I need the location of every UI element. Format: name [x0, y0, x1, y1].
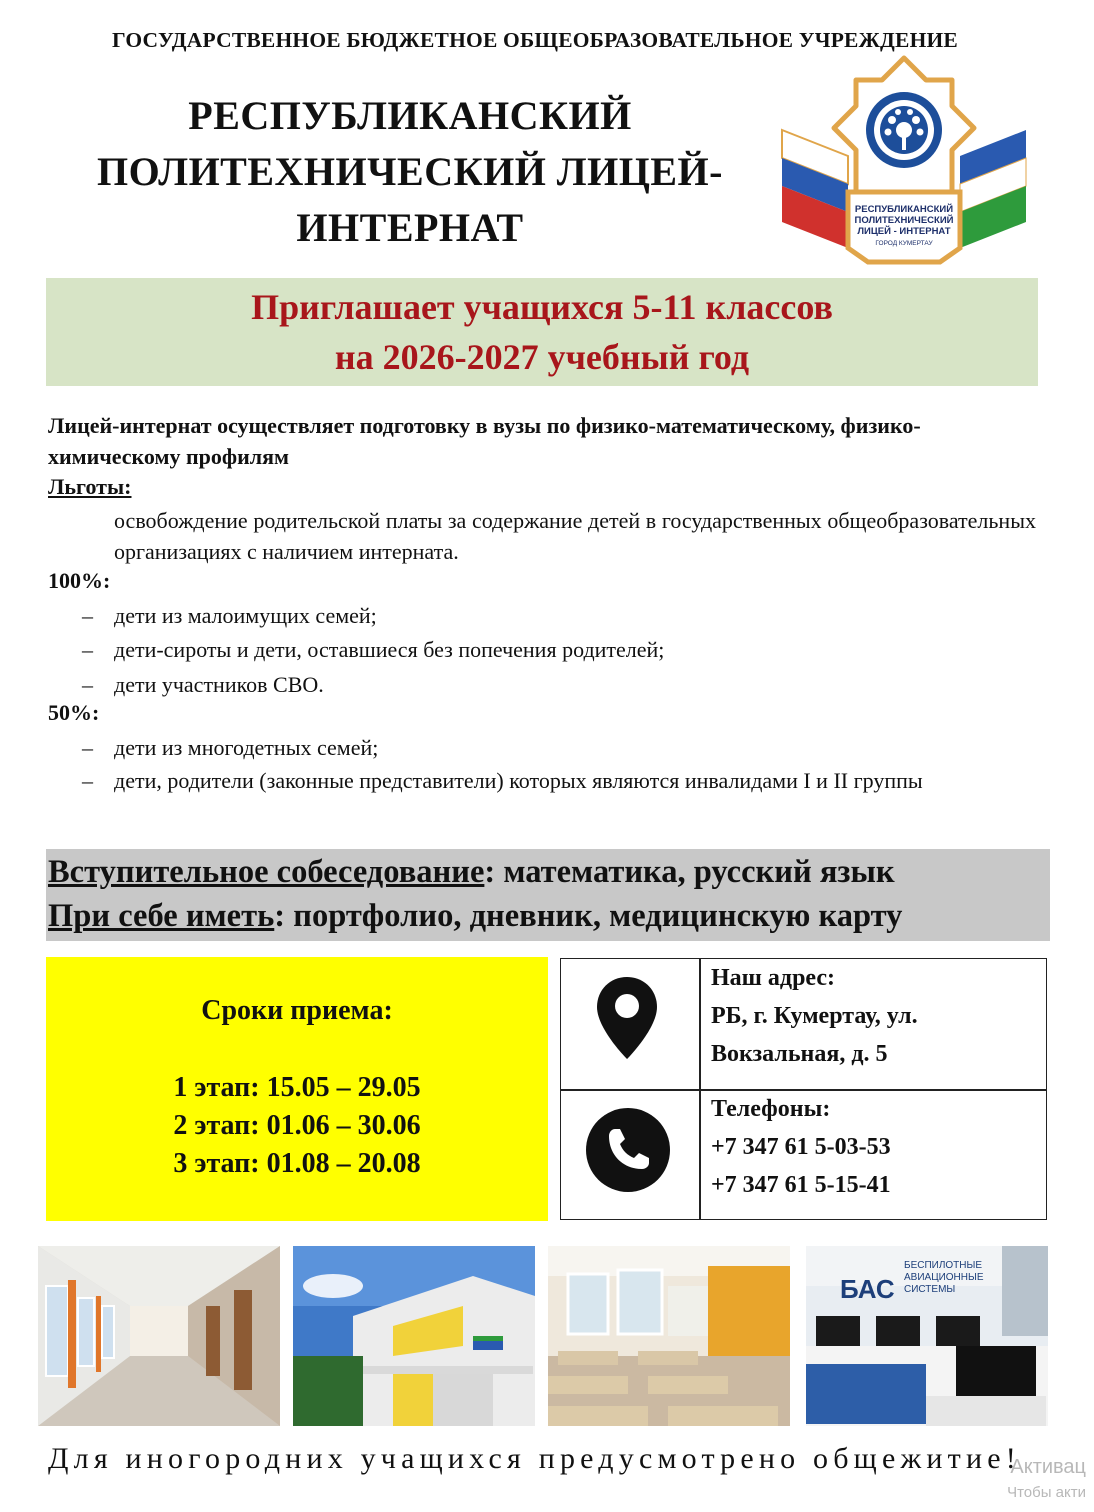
address-line: РБ, г. Кумертау, ул. — [711, 1003, 918, 1029]
phone-number: +7 347 61 5-03-53 — [711, 1134, 891, 1160]
list-dash: – — [82, 637, 93, 662]
list-dash: – — [82, 735, 93, 760]
photo-sign-text: АВИАЦИОННЫЕ — [904, 1272, 984, 1283]
logo-emblem — [866, 92, 942, 168]
school-title-line: РЕСПУБЛИКАНСКИЙ — [188, 93, 632, 138]
organization-type: ГОСУДАРСТВЕННОЕ БЮДЖЕТНОЕ ОБЩЕОБРАЗОВАТЕЛЬНОЕ УЧРЕЖДЕНИЕ — [112, 28, 958, 52]
list-item-text: дети участников СВО. — [114, 672, 324, 697]
list-item — [82, 669, 1042, 700]
terms-stage: 1 этап: 15.05 – 29.05 — [173, 1072, 421, 1103]
list-item-text: дети-сироты и дети, оставшиеся без попечения родителей; — [114, 637, 665, 662]
list-dash: – — [82, 768, 93, 793]
phone-number: +7 347 61 5-15-41 — [711, 1172, 891, 1198]
logo-text-line: ГОРОД КУМЕРТАУ — [875, 240, 933, 247]
dormitory-note: Для иногородних учащихся предусмотрено общежитие! — [48, 1442, 1021, 1475]
invite-line: Приглашает учащихся 5-11 классов — [251, 287, 833, 327]
interview-label: Вступительное собеседование — [48, 854, 485, 890]
terms-stages — [46, 1069, 548, 1183]
address-line: Вокзальная, д. 5 — [711, 1041, 888, 1067]
invite-line: на 2026-2027 учебный год — [334, 337, 750, 377]
activation-watermark: Активац — [1010, 1456, 1086, 1478]
benefit-group-label: 50%: — [48, 700, 100, 725]
address-block — [711, 959, 918, 1073]
list-item-text: дети из многодетных семей; — [114, 735, 379, 760]
documents-value: : портфолио, дневник, медицинскую карту — [274, 898, 903, 934]
photo-sign-text: БАС — [840, 1274, 895, 1304]
activation-watermark: Чтобы акти — [1007, 1484, 1086, 1501]
address-heading: Наш адрес: — [711, 965, 836, 991]
location-pin-icon — [595, 975, 659, 1061]
school-title-line: ПОЛИТЕХНИЧЕСКИЙ ЛИЦЕЙ- — [97, 149, 723, 194]
logo-text-line: РЕСПУБЛИКАНСКИЙ — [854, 204, 954, 215]
school-logo — [776, 52, 1032, 282]
benefits-text: освобождение родительской платы за содержание детей в государственных общеобразовательных организациях с наличием интерната. — [114, 508, 1036, 564]
list-item — [82, 732, 1042, 763]
logo-right-flag — [960, 130, 1026, 248]
school-title-line: ИНТЕРНАТ — [296, 205, 524, 250]
profile-description: Лицей-интернат осуществляет подготовку в вузы по физико-математическому, физико-химическому профилям — [48, 413, 921, 469]
documents-line — [48, 894, 1048, 938]
classroom-photo — [548, 1246, 790, 1426]
phones-block — [711, 1090, 891, 1204]
terms-stage: 3 этап: 01.08 – 20.08 — [173, 1148, 421, 1179]
list-item — [82, 600, 1042, 631]
list-item-text: дети, родители (законные представители) которых являются инвалидами I и II группы — [114, 768, 923, 793]
logo-left-flag — [782, 130, 848, 248]
computer-lab-photo — [806, 1246, 1048, 1426]
photo-sign-text: СИСТЕМЫ — [904, 1284, 956, 1295]
phones-heading: Телефоны: — [711, 1096, 831, 1122]
logo-text-line: ПОЛИТЕХНИЧЕСКИЙ — [854, 215, 954, 226]
list-item — [82, 634, 1042, 665]
list-item-text: дети из малоимущих семей; — [114, 603, 377, 628]
documents-label: При себе иметь — [48, 898, 275, 934]
benefit-group-label: 100%: — [48, 568, 111, 593]
terms-heading: Сроки приема: — [201, 995, 393, 1026]
list-dash: – — [82, 672, 93, 697]
photo-sign-text: БЕСПИЛОТНЫЕ — [904, 1260, 983, 1271]
building-photo — [293, 1246, 535, 1426]
corridor-photo — [38, 1246, 280, 1426]
admission-terms-box — [46, 957, 548, 1221]
contacts-table — [560, 958, 1047, 1220]
benefits-heading: Льготы: — [48, 474, 132, 499]
phone-icon — [585, 1107, 671, 1193]
terms-stage: 2 этап: 01.06 – 30.06 — [173, 1110, 421, 1141]
list-item — [82, 765, 1042, 796]
interview-value: : математика, русский язык — [484, 854, 895, 890]
list-dash: – — [82, 603, 93, 628]
school-title — [60, 88, 760, 256]
invite-banner — [46, 278, 1038, 386]
interview-line — [48, 850, 1048, 894]
logo-text-line: ЛИЦЕЙ - ИНТЕРНАТ — [857, 226, 951, 237]
